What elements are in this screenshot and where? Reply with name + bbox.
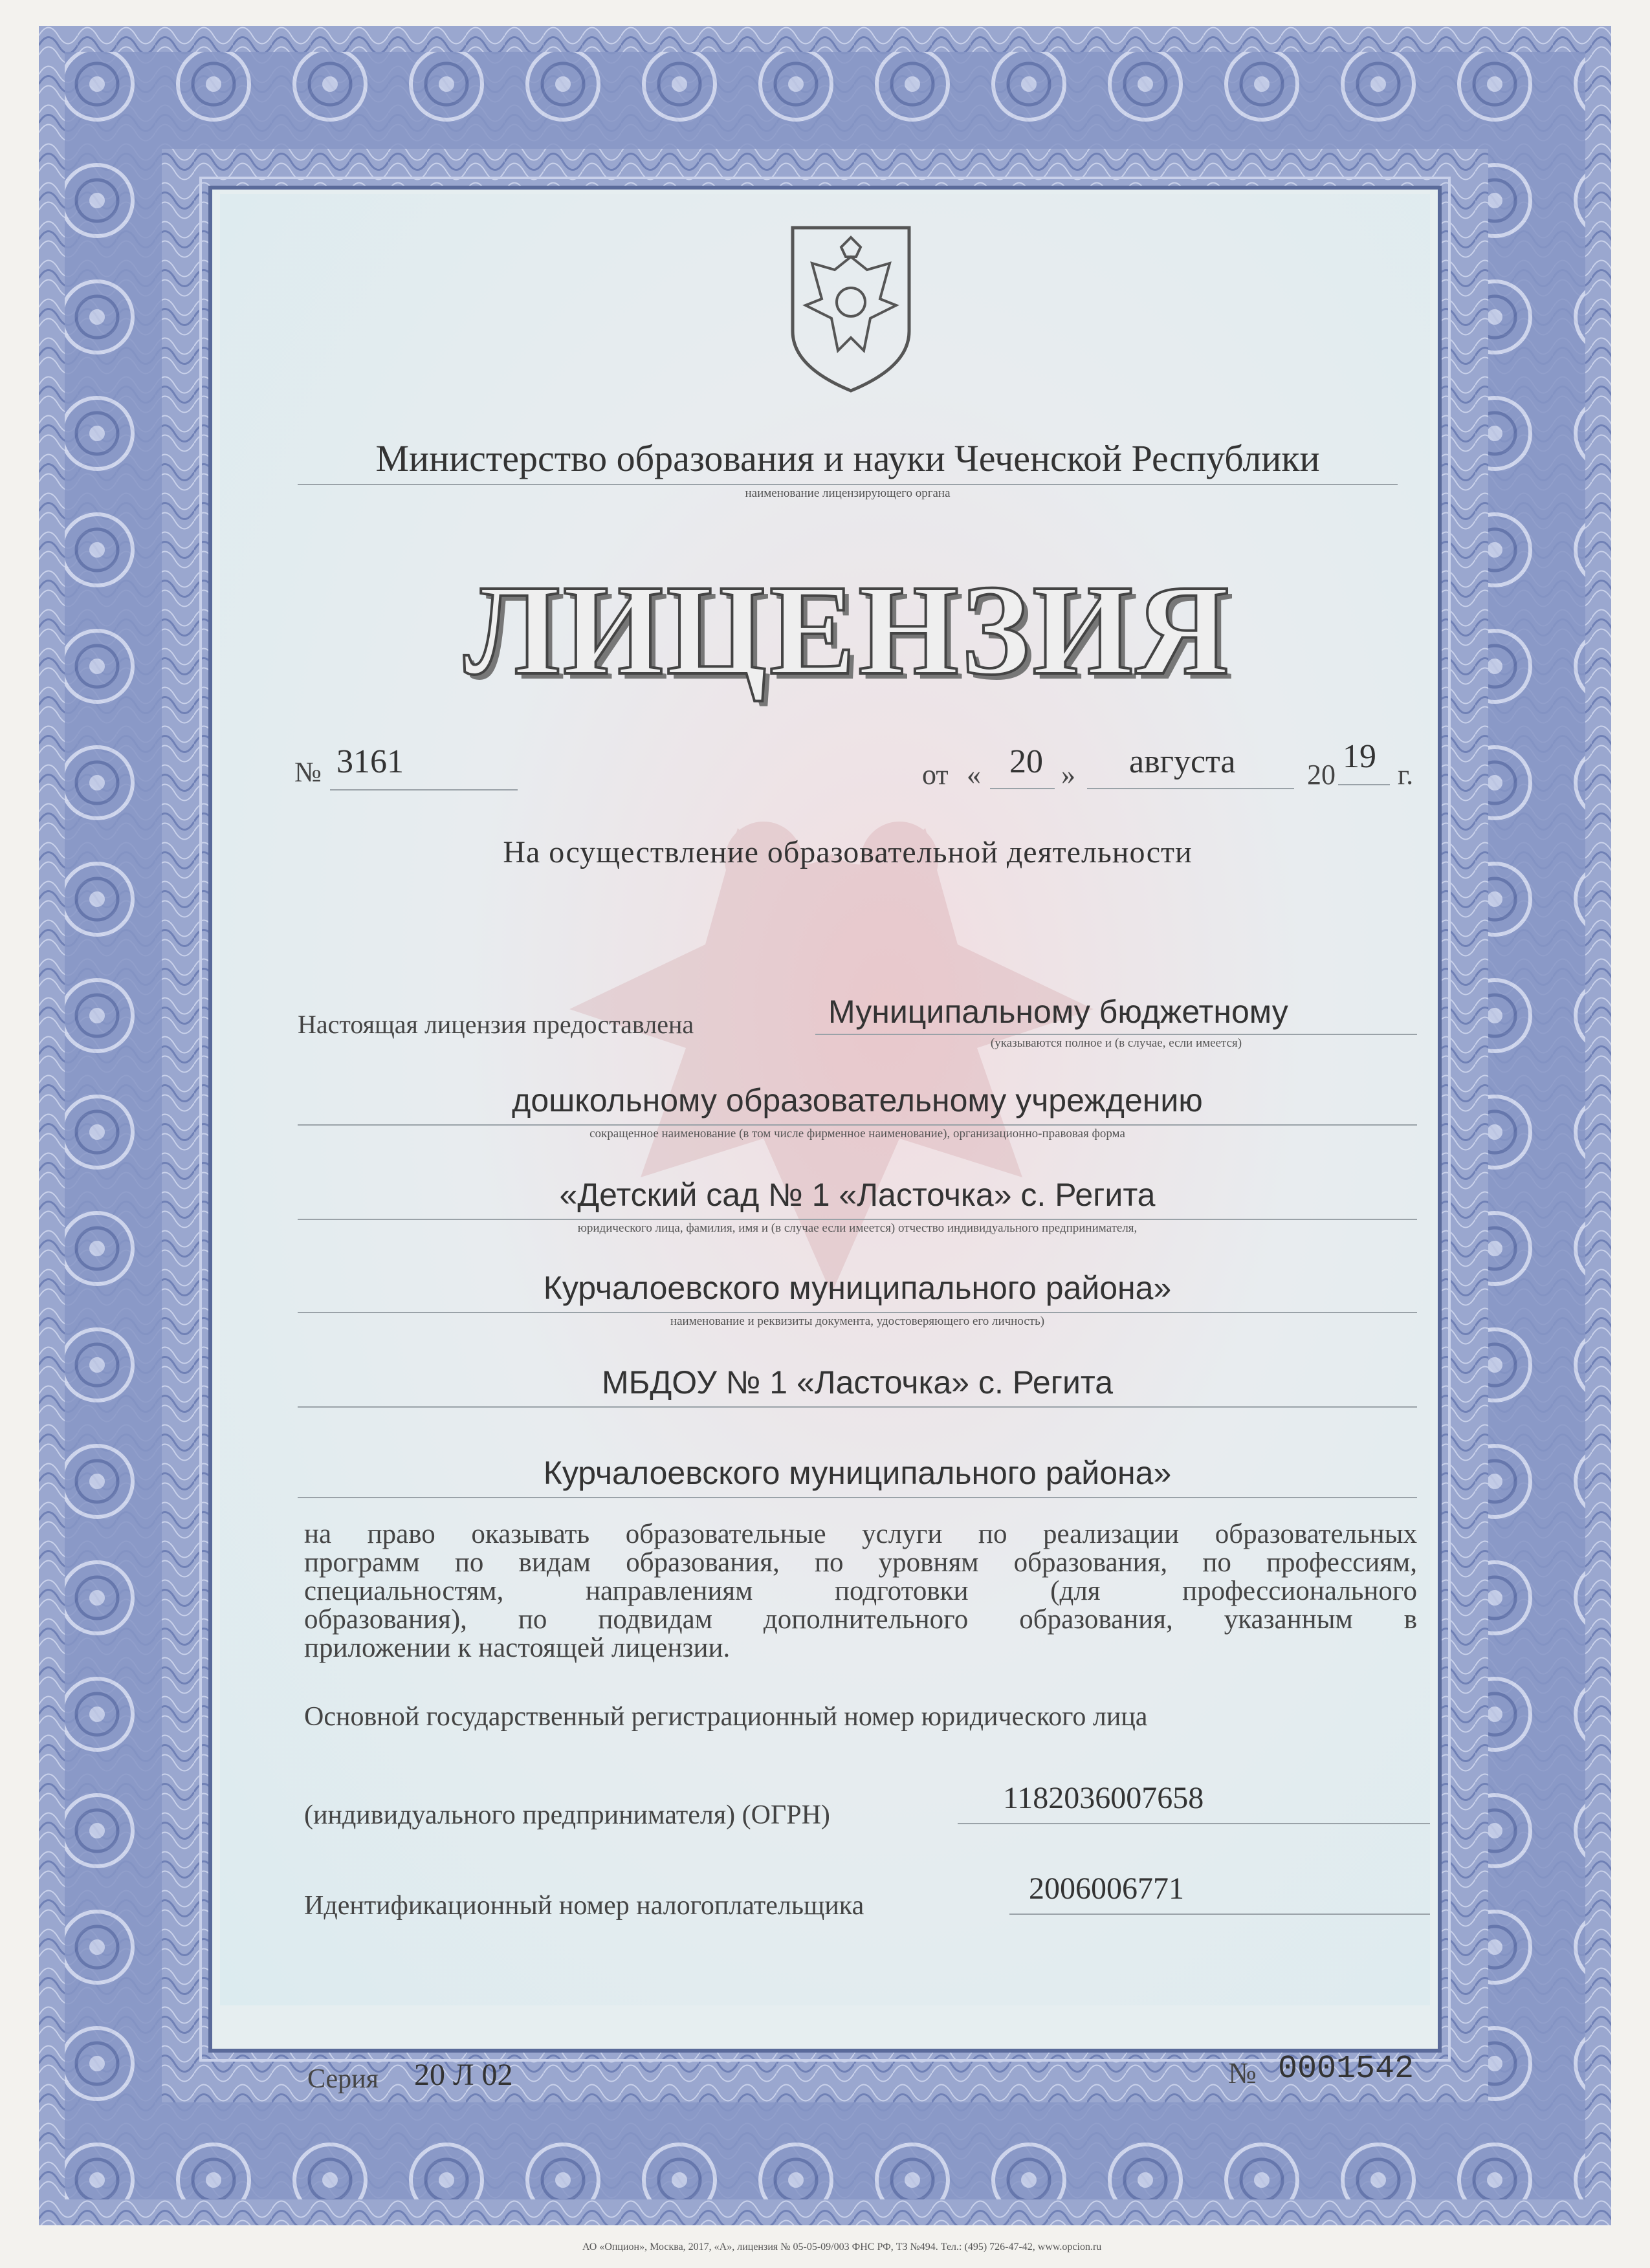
date-year-mark: г. bbox=[1398, 759, 1414, 791]
date-close-quote: » bbox=[1061, 759, 1075, 791]
day-underline bbox=[990, 788, 1055, 789]
holder-line-2: дошкольному образовательному учреждению bbox=[512, 1082, 1203, 1118]
holder-caption-1: (указываются полное и (в случае, если имеется) bbox=[990, 1036, 1242, 1050]
inn-underline bbox=[1009, 1914, 1430, 1915]
holder-caption-2: сокращенное наименование (в том числе фирменное наименование), организационно-правовая форма bbox=[589, 1127, 1125, 1140]
holder-caption-3: юридического лица, фамилия, имя и (в случае если имеется) отчество индивидуального предпринимателя, bbox=[577, 1221, 1138, 1235]
date-open-quote: « bbox=[967, 759, 981, 791]
license-number: 3161 bbox=[336, 743, 404, 780]
date-month: августа bbox=[1129, 743, 1236, 780]
year-underline bbox=[1338, 784, 1390, 785]
authority-underline bbox=[298, 484, 1398, 485]
date-year-suffix: 19 bbox=[1343, 738, 1376, 775]
holder-short-name-1: МБДОУ № 1 «Ласточка» с. Регита bbox=[601, 1364, 1114, 1401]
holder-underline-4 bbox=[298, 1312, 1417, 1313]
ogrn-label-1: Основной государственный регистрационный номер юридического лица bbox=[304, 1702, 1148, 1732]
holder-underline-1 bbox=[815, 1034, 1417, 1035]
series-label: Серия bbox=[307, 2064, 379, 2094]
licensing-authority: Министерство образования и науки Чеченской Республики bbox=[375, 437, 1320, 479]
rights-line-4: образования), по подвидам дополнительного образования, указанным в bbox=[304, 1604, 1417, 1635]
coat-of-arms-icon bbox=[786, 221, 916, 396]
rights-line-2: программ по видам образования, по уровням образования, по профессиям, bbox=[304, 1547, 1417, 1578]
month-underline bbox=[1087, 788, 1294, 789]
rights-line-1: на право оказывать образовательные услуги по реализации образовательных bbox=[304, 1519, 1417, 1549]
inn-label: Идентификационный номер налогоплательщика bbox=[304, 1891, 864, 1921]
form-number: 0001542 bbox=[1278, 2051, 1414, 2088]
holder-short-name-2: Курчалоевского муниципального района» bbox=[543, 1455, 1172, 1491]
license-purpose: На осуществление образовательной деятельности bbox=[503, 835, 1193, 869]
printer-imprint: АО «Опцион», Москва, 2017, «А», лицензия № 05-05-09/003 ФНС РФ, ТЗ №494. Тел.: (495) 726-47-42, www.opcion.ru bbox=[582, 2241, 1102, 2252]
number-sign: № bbox=[294, 756, 322, 788]
granted-label: Настоящая лицензия предоставлена bbox=[298, 1010, 694, 1039]
rights-line-5: приложении к настоящей лицензии. bbox=[304, 1633, 731, 1663]
document-title: ЛИЦЕНЗИЯ bbox=[463, 559, 1232, 702]
authority-caption: наименование лицензирующего органа bbox=[745, 486, 951, 500]
ogrn-label-2: (индивидуального предпринимателя) (ОГРН) bbox=[304, 1800, 830, 1830]
ogrn-value: 1182036007658 bbox=[1003, 1781, 1204, 1815]
holder-line-3: «Детский сад № 1 «Ласточка» с. Регита bbox=[559, 1177, 1156, 1213]
holder-underline-3 bbox=[298, 1219, 1417, 1220]
holder-line-4: Курчалоевского муниципального района» bbox=[543, 1270, 1172, 1306]
ogrn-underline bbox=[958, 1823, 1430, 1824]
holder-underline-5 bbox=[298, 1406, 1417, 1408]
inn-value: 2006006771 bbox=[1029, 1871, 1184, 1906]
rights-line-3: специальностям, направлениям подготовки (для профессионального bbox=[304, 1576, 1417, 1606]
number-underline bbox=[330, 789, 518, 791]
form-number-sign: № bbox=[1228, 2056, 1257, 2089]
date-prefix: от bbox=[922, 759, 949, 791]
date-year-prefix: 20 bbox=[1307, 759, 1336, 791]
rights-paragraph bbox=[304, 1520, 1417, 1663]
holder-underline-2 bbox=[298, 1124, 1417, 1126]
holder-caption-4: наименование и реквизиты документа, удостоверяющего его личность) bbox=[670, 1314, 1045, 1328]
holder-underline-6 bbox=[298, 1497, 1417, 1498]
date-day: 20 bbox=[1009, 743, 1043, 780]
series-value: 20 Л 02 bbox=[414, 2058, 513, 2092]
holder-line-1: Муниципальному бюджетному bbox=[828, 994, 1288, 1030]
